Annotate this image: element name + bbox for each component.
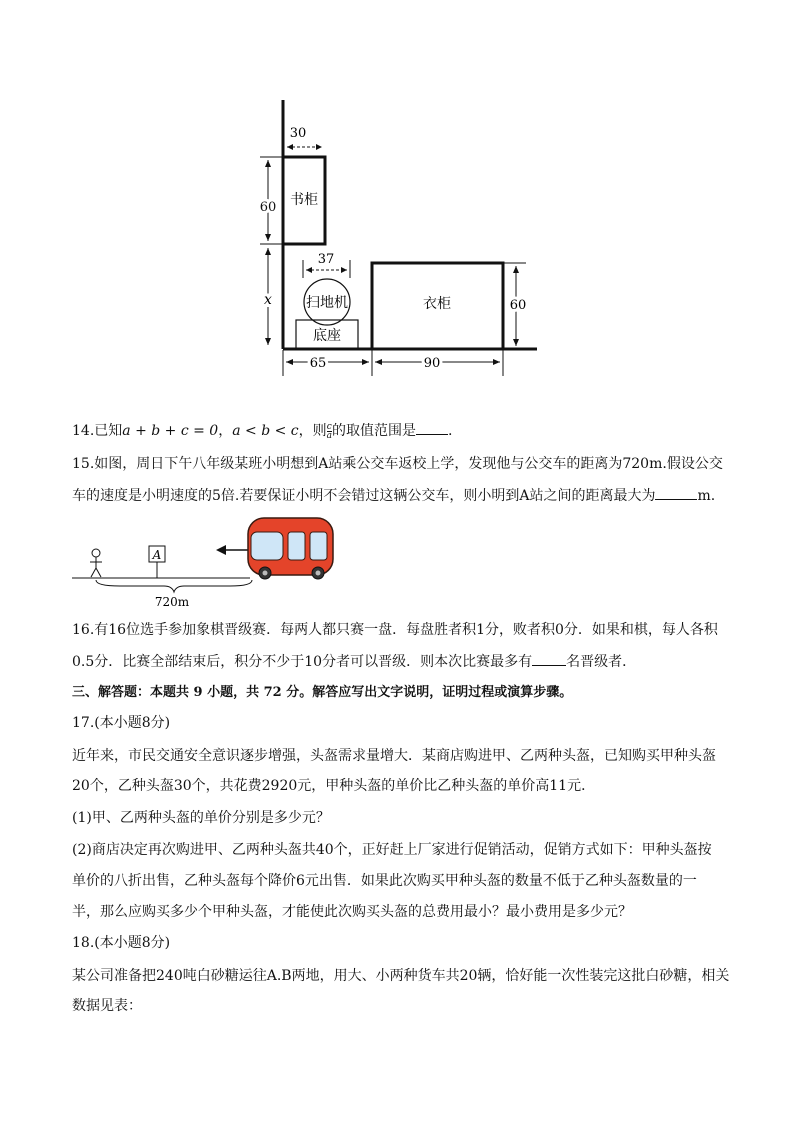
question-17-sub-2-line-3: 半，那么应购买多少个甲种头盔，才能使此次购买头盔的总费用最小？最小费用是多少元？ [72,904,632,920]
robot-width-label: 37 [317,252,335,267]
question-17-para-2: 20个，乙种头盔30个，共花费2920元，甲种头盔的单价比乙种头盔的单价高11元． [72,778,596,794]
question-17-sub-2-line-1: (2)商店决定再次购进甲、乙两种头盔共40个，正好赶上厂家进行促销活动，促销方式如下：甲种头盔按 [72,842,712,858]
bookcase-label: 书柜 [290,192,318,208]
answer-blank[interactable] [655,485,697,500]
condition-sum: a + b + c = 0 [122,423,219,439]
bookcase-height-label: 60 [259,200,277,215]
question-18-para-1: 某公司准备把240吨白砂糖运往A.B两地，用大、小两种货车共20辆，恰好能一次性装完这批白砂糖，相关 [72,968,730,984]
station-a-label: A [152,548,162,562]
question-17-header: 17.(本小题8分) [72,715,171,731]
question-15-line-2: 车的速度是小明速度的5倍.若要保证小明不会错过这辆公交车，则小明到A站之间的距离最大为 m. [72,485,732,506]
question-17-sub-1: (1)甲、乙两种头盔的单价分别是多少元？ [72,810,330,826]
question-16-line-1: 16.有16位选手参加象棋晋级赛．每两人都只赛一盘．每盘胜者积1分，败者积0分．如果和棋，每人各积 [72,622,718,638]
section-3-title: 三、解答题：本题共 9 小题，共 72 分。解答应写出文字说明，证明过程或演算步骤。 [72,685,573,700]
person-icon [90,549,102,577]
bus-icon [248,518,333,579]
fraction-c-over-a: $\frac{c}{a}$ [326,421,333,441]
wardrobe-height-label: 60 [509,298,527,313]
x-label: x [264,292,272,308]
answer-blank[interactable] [416,420,448,435]
furniture-layout-diagram [0,0,794,400]
condition-order: a < b < c [232,423,299,439]
bookcase-width-label: 30 [289,126,307,141]
bottom-left-width-label: 65 [309,356,327,371]
base-label: 底座 [313,328,341,344]
distance-brace [96,580,252,592]
question-17-sub-2-line-2: 单价的八折出售，乙种头盔每个降价6元出售．如果此次购买甲种头盔的数量不低于乙种头盔数量的一 [72,873,697,889]
bus-figure [60,510,360,610]
question-14: 14.已知a + b + c = 0，a < b < c，则 $\frac{c}{a}$ 的取值范围是 . [72,421,453,441]
robot-label: 扫地机 [306,295,348,311]
question-15-line-1: 15.如图，周日下午八年级某班小明想到A站乘公交车返校上学，发现他与公交车的距离为720m.假设公交 [72,456,723,472]
answer-blank[interactable] [532,651,566,666]
question-18-para-2: 数据见表： [72,998,142,1014]
wardrobe-label: 衣柜 [423,296,451,312]
bottom-right-width-label: 90 [423,356,441,371]
distance-label: 720m [154,595,190,609]
question-17-para-1: 近年来，市民交通安全意识逐步增强，头盔需求量增大．某商店购进甲、乙两种头盔，已知购买甲种头盔 [72,748,716,764]
question-18-header: 18.(本小题8分) [72,935,171,951]
question-16-line-2: 0.5分．比赛全部结束后，积分不少于10分者可以晋级．则本次比赛最多有 名晋级者． [72,651,732,672]
